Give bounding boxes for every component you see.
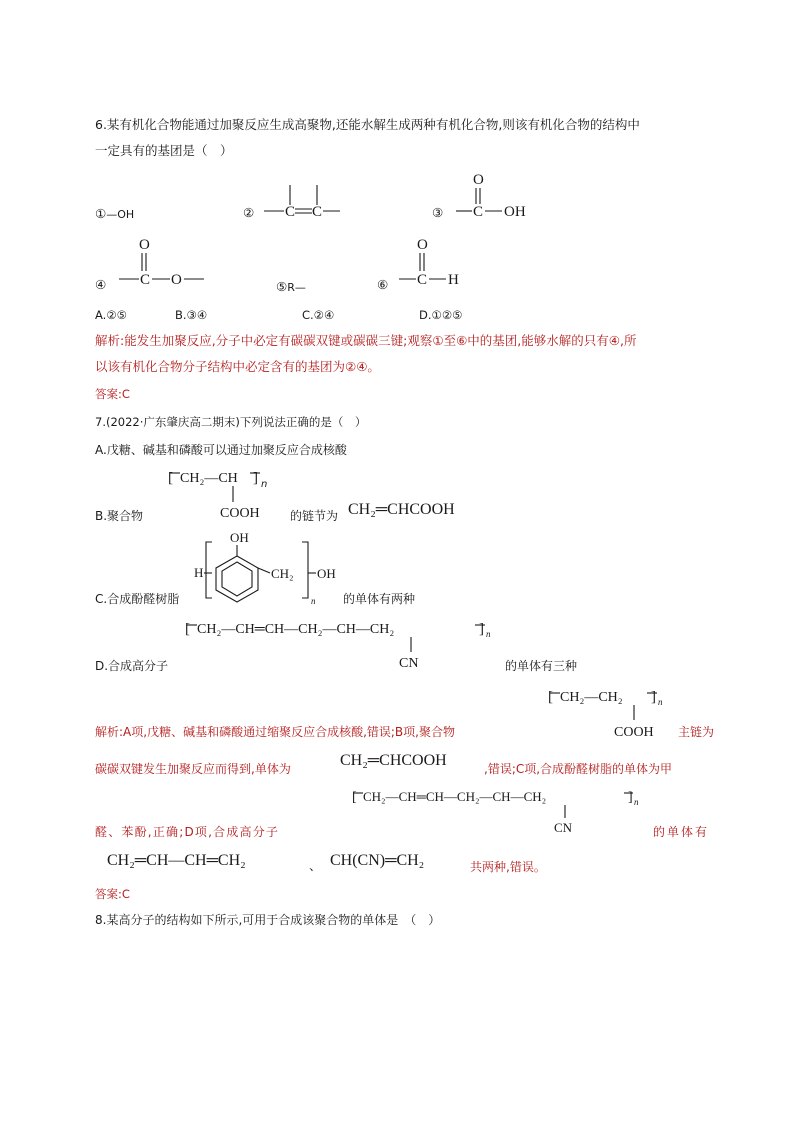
q7-exp-line2-suffix: ,错误;C项,合成酚醛树脂的单体为甲 [484, 762, 673, 776]
q7-option-a[interactable]: A.戊糖、碱基和磷酸可以通过加聚反应合成核酸 [95, 443, 347, 457]
q7-option-c-resin [190, 528, 350, 608]
q7-exp-poly-sub: COOH [614, 725, 654, 740]
q6-group3-structure [452, 168, 537, 223]
q8-stem: 8.某高分子的结构如下所示,可用于合成该聚合物的单体是 （ ） [95, 913, 441, 927]
q6-group6-structure [396, 234, 468, 292]
q6-stem-line2: 一定具有的基团是（ ） [95, 143, 233, 158]
q7-exp-line1-prefix: 解析:A项,戊糖、碱基和磷酸通过缩聚反应合成核酸,错误;B项,聚合物 [95, 725, 455, 739]
q7-b-poly-sub: COOH [220, 506, 260, 521]
q7-option-d-suffix: 的单体有三种 [505, 659, 578, 673]
svg-text:[: [ [185, 621, 190, 637]
q7-option-b-prefix[interactable]: B.聚合物 [95, 509, 144, 523]
q7-option-b-polymer [168, 464, 286, 524]
q6-option-d[interactable]: D.①②⑤ [419, 308, 463, 322]
q7-exp-n: n [658, 697, 663, 707]
q7-exp-line2-prefix: 碳碳双键发生加聚反应而得到,单体为 [95, 762, 291, 776]
q7-stem: 7.(2022·广东肇庆高二期末)下列说法正确的是（ ） [95, 415, 367, 429]
q6-group6-label: ⑥ [377, 277, 389, 292]
q6-stem-line1: 6.某有机化合物能通过加聚反应生成高聚物,还能水解生成两种有机化合物,则该有机化合物的结构中 [95, 117, 640, 132]
q7-c-oh-end: OH [317, 566, 336, 581]
q6-group1 [95, 206, 134, 223]
q6-group5-formula: R— [287, 281, 306, 294]
q7-exp-polymer [546, 684, 681, 742]
q6-group1-label: ① [95, 206, 107, 221]
q7-exp-d-chain: CH₂—CH═CH—CH₂—CH—CH₂ [363, 789, 547, 804]
q7-exp-d-polymer [350, 784, 650, 840]
q7-c-n: n [311, 596, 316, 606]
q6-option-b[interactable]: B.③④ [175, 308, 208, 322]
svg-text:[: [ [548, 689, 553, 705]
q7-c-oh-top: OH [230, 530, 249, 545]
q7-exp-line3-prefix: 醛、苯酚,正确;D项,合成高分子 [95, 825, 280, 839]
svg-text:[: [ [168, 470, 173, 486]
q7-d-chain: CH₂—CH═CH—CH₂—CH—CH₂ [197, 622, 395, 637]
svg-text:]: ] [479, 621, 484, 637]
q6-group6-h: H [448, 272, 459, 288]
q7-option-d-prefix[interactable]: D.合成高分子 [95, 659, 169, 673]
q7-exp-line4-monomer2: CH(CN)═CH₂ [330, 852, 425, 869]
q7-option-b-mid: 的链节为 [290, 509, 339, 523]
q7-c-ch2: CH₂ [271, 566, 294, 581]
q7-option-c-prefix[interactable]: C.合成酚醛树脂 [95, 592, 180, 606]
q6-group3-o: O [473, 172, 484, 188]
q7-exp-line4-suffix: 共两种,错误。 [470, 860, 546, 874]
q6-group5-label: ⑤ [276, 279, 288, 294]
q7-d-cn: CN [399, 656, 419, 671]
q6-group3-c: C [473, 204, 484, 220]
q6-group4-structure [112, 234, 207, 292]
q7-exp-poly-top: CH₂—CH₂ [560, 690, 623, 705]
q7-exp-line2-formula: CH₂═CHCOOH [340, 752, 447, 769]
q6-group4-o-top: O [139, 237, 150, 253]
q6-group4-o: O [171, 272, 182, 288]
q6-group3-oh: OH [504, 204, 526, 220]
q6-group5 [276, 279, 306, 296]
q6-option-a[interactable]: A.②⑤ [95, 308, 127, 322]
q7-b-n: n [261, 479, 268, 490]
q7-option-d-polymer [183, 616, 503, 672]
q7-option-b-formula: CH₂═CHCOOH [348, 501, 455, 518]
q7-b-poly-top: CH₂—CH [180, 471, 238, 486]
q6-answer: 答案:C [95, 387, 130, 401]
q7-answer: 答案:C [95, 887, 130, 901]
q7-exp-d-cn: CN [554, 820, 573, 835]
q7-option-c-suffix: 的单体有两种 [343, 592, 416, 606]
q6-group4-label: ④ [95, 277, 107, 292]
q6-group2-c1: C [285, 204, 296, 220]
svg-text:]: ] [651, 689, 656, 705]
svg-text:]: ] [253, 470, 258, 486]
svg-text:[: [ [352, 790, 357, 805]
q6-group1-formula: —OH [106, 208, 135, 221]
svg-text:]: ] [628, 790, 633, 805]
q6-group6-o: O [417, 237, 428, 253]
q6-group3-label: ③ [432, 205, 444, 220]
q6-explanation-line2: 以该有机化合物分子结构中必定含有的基团为②④。 [95, 359, 380, 374]
q7-exp-line1-suffix: 主链为 [678, 725, 715, 739]
q6-group2-structure [262, 181, 344, 223]
q6-group2-label: ② [243, 205, 255, 220]
q6-group4-c: C [140, 272, 151, 288]
q7-exp-line3-suffix: 的单体有 [653, 825, 710, 839]
q7-d-n: n [486, 629, 491, 639]
q6-group2-c2: C [312, 204, 323, 220]
q6-group6-c: C [417, 272, 428, 288]
q7-exp-line4-sep: 、 [309, 858, 322, 873]
q6-option-c[interactable]: C.②④ [302, 308, 335, 322]
q6-explanation-line1: 解析:能发生加聚反应,分子中必定有碳碳双键或碳碳三键;观察①至⑥中的基团,能够水解的只有④,所 [95, 333, 637, 348]
q7-exp-d-n: n [634, 797, 639, 807]
q7-exp-line4-monomer1: CH₂═CH—CH═CH₂ [107, 852, 246, 869]
q7-c-h: H [194, 565, 204, 580]
